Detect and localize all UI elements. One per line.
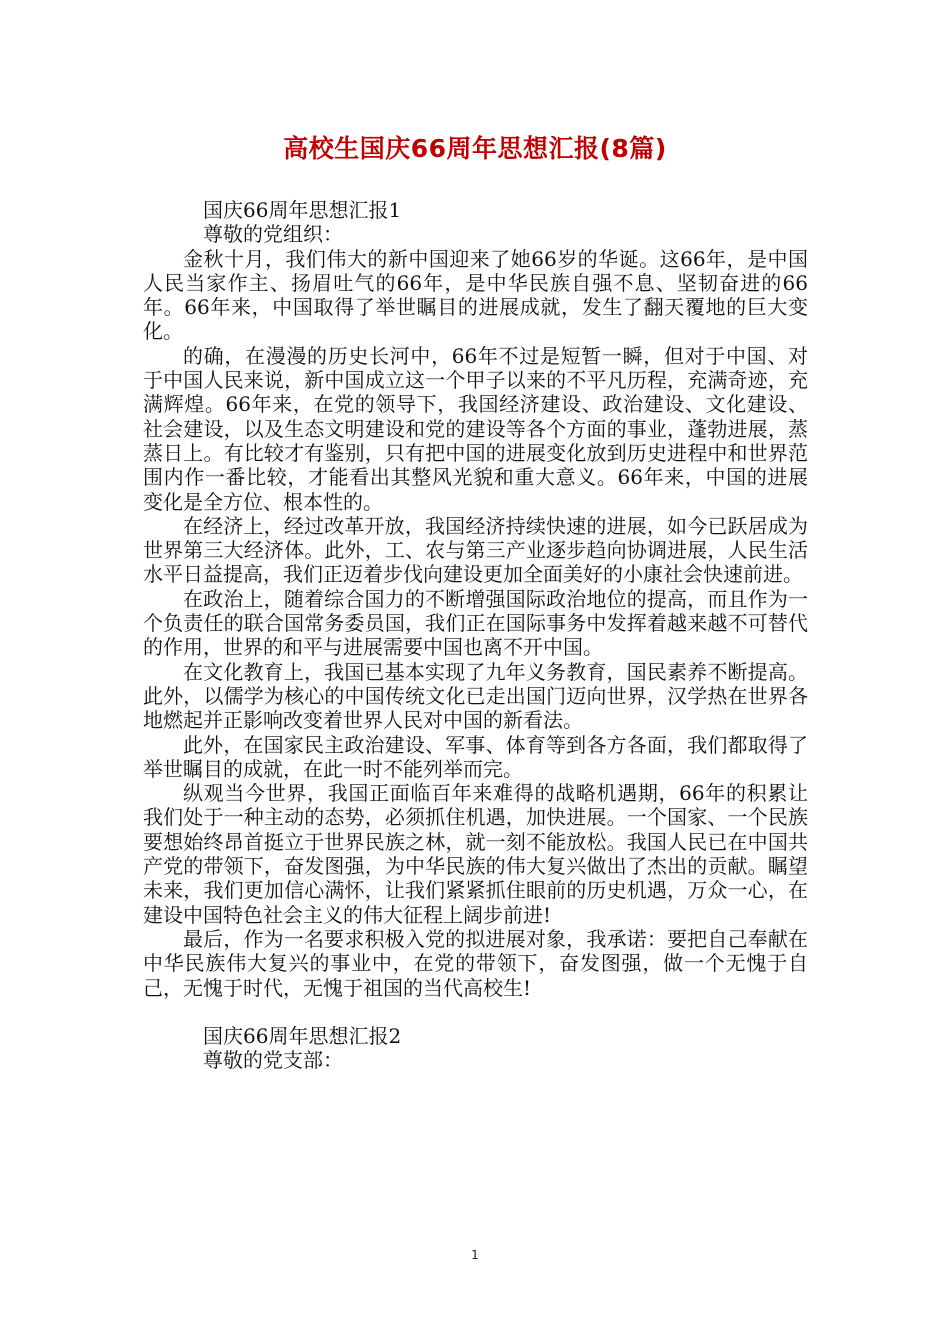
document-title: 高校生国庆66周年思想汇报(8篇) — [283, 134, 667, 163]
report-1-paragraph-4: 在政治上，随着综合国力的不断增强国际政治地位的提高，而且作为一个负责任的联合国常务委员国，我们正在国际事务中发挥着越来越不可替代的作用，世界的和平与进展需要中国也离不开中国。 — [143, 586, 808, 660]
report-1-paragraph-7: 纵观当今世界，我国正面临百年来难得的战略机遇期，66年的积累让我们处于一种主动的态势，必须抓住机遇，加快进展。一个国家、一个民族要想始终昂首挺立于世界民族之林，就一刻不能放松。我国人民已在中国共产党的带领下，奋发图强，为中华民族的伟大复兴做出了杰出的贡献。瞩望未来，我们更加信心满怀，让我们紧紧抓住眼前的历史机遇，万众一心，在建设中国特色社会主义的伟大征程上阔步前进! — [143, 781, 808, 927]
report-2-salutation: 尊敬的党支部： — [203, 1048, 343, 1073]
report-2-heading: 国庆66周年思想汇报2 — [203, 1024, 402, 1049]
report-1-salutation: 尊敬的党组织： — [203, 222, 343, 247]
report-1-heading: 国庆66周年思想汇报1 — [203, 198, 402, 222]
section-spacer — [143, 1000, 808, 1024]
page-number: 1 — [471, 1248, 479, 1262]
report-1-paragraph-2: 的确，在漫漫的历史长河中，66年不过是短暂一瞬，但对于中国、对于中国人民来说，新中国成立这一个甲子以来的不平凡历程，充满奇迹，充满辉煌。66年来，在党的领导下，我国经济建设、政治建设、文化建设、社会建设，以及生态文明建设和党的建设等各个方面的事业，蓬勃进展，蒸蒸日上。有比较才有鉴别，只有把中国的进展变化放到历史进程中和世界范围内作一番比较，才能看出其整风光貌和重大意义。66年来，中国的进展变化是全方位、根本性的。 — [143, 343, 808, 514]
report-1-paragraph-5: 在文化教育上，我国已基本实现了九年义务教育，国民素养不断提高。此外，以儒学为核心的中国传统文化已走出国门迈向世界，汉学热在世界各地燃起并正影响改变着世界人民对中国的新看法。 — [143, 659, 808, 733]
report-1-paragraph-6: 此外，在国家民主政治建设、军事、体育等到各方各面，我们都取得了举世瞩目的成就，在此一时不能列举而完。 — [143, 732, 808, 781]
report-1-paragraph-1: 金秋十月，我们伟大的新中国迎来了她66岁的华诞。这66年，是中国人民当家作主、扬眉吐气的66年，是中华民族自强不息、坚韧奋进的66年。66年来，中国取得了举世瞩目的进展成就，发生了翻天覆地的巨大变化。 — [143, 246, 808, 344]
report-1-paragraph-8: 最后，作为一名要求积极入党的拟进展对象，我承诺：要把自己奉献在中华民族伟大复兴的事业中，在党的带领下，奋发图强，做一个无愧于自己，无愧于时代，无愧于祖国的当代高校生! — [143, 926, 808, 1000]
document-body — [143, 198, 808, 1073]
report-1-paragraph-3: 在经济上，经过改革开放，我国经济持续快速的进展，如今已跃居成为世界第三大经济体。此外，工、农与第三产业逐步趋向协调进展，人民生活水平日益提高，我们正迈着步伐向建设更加全面美好的小康社会快速前进。 — [143, 513, 808, 587]
